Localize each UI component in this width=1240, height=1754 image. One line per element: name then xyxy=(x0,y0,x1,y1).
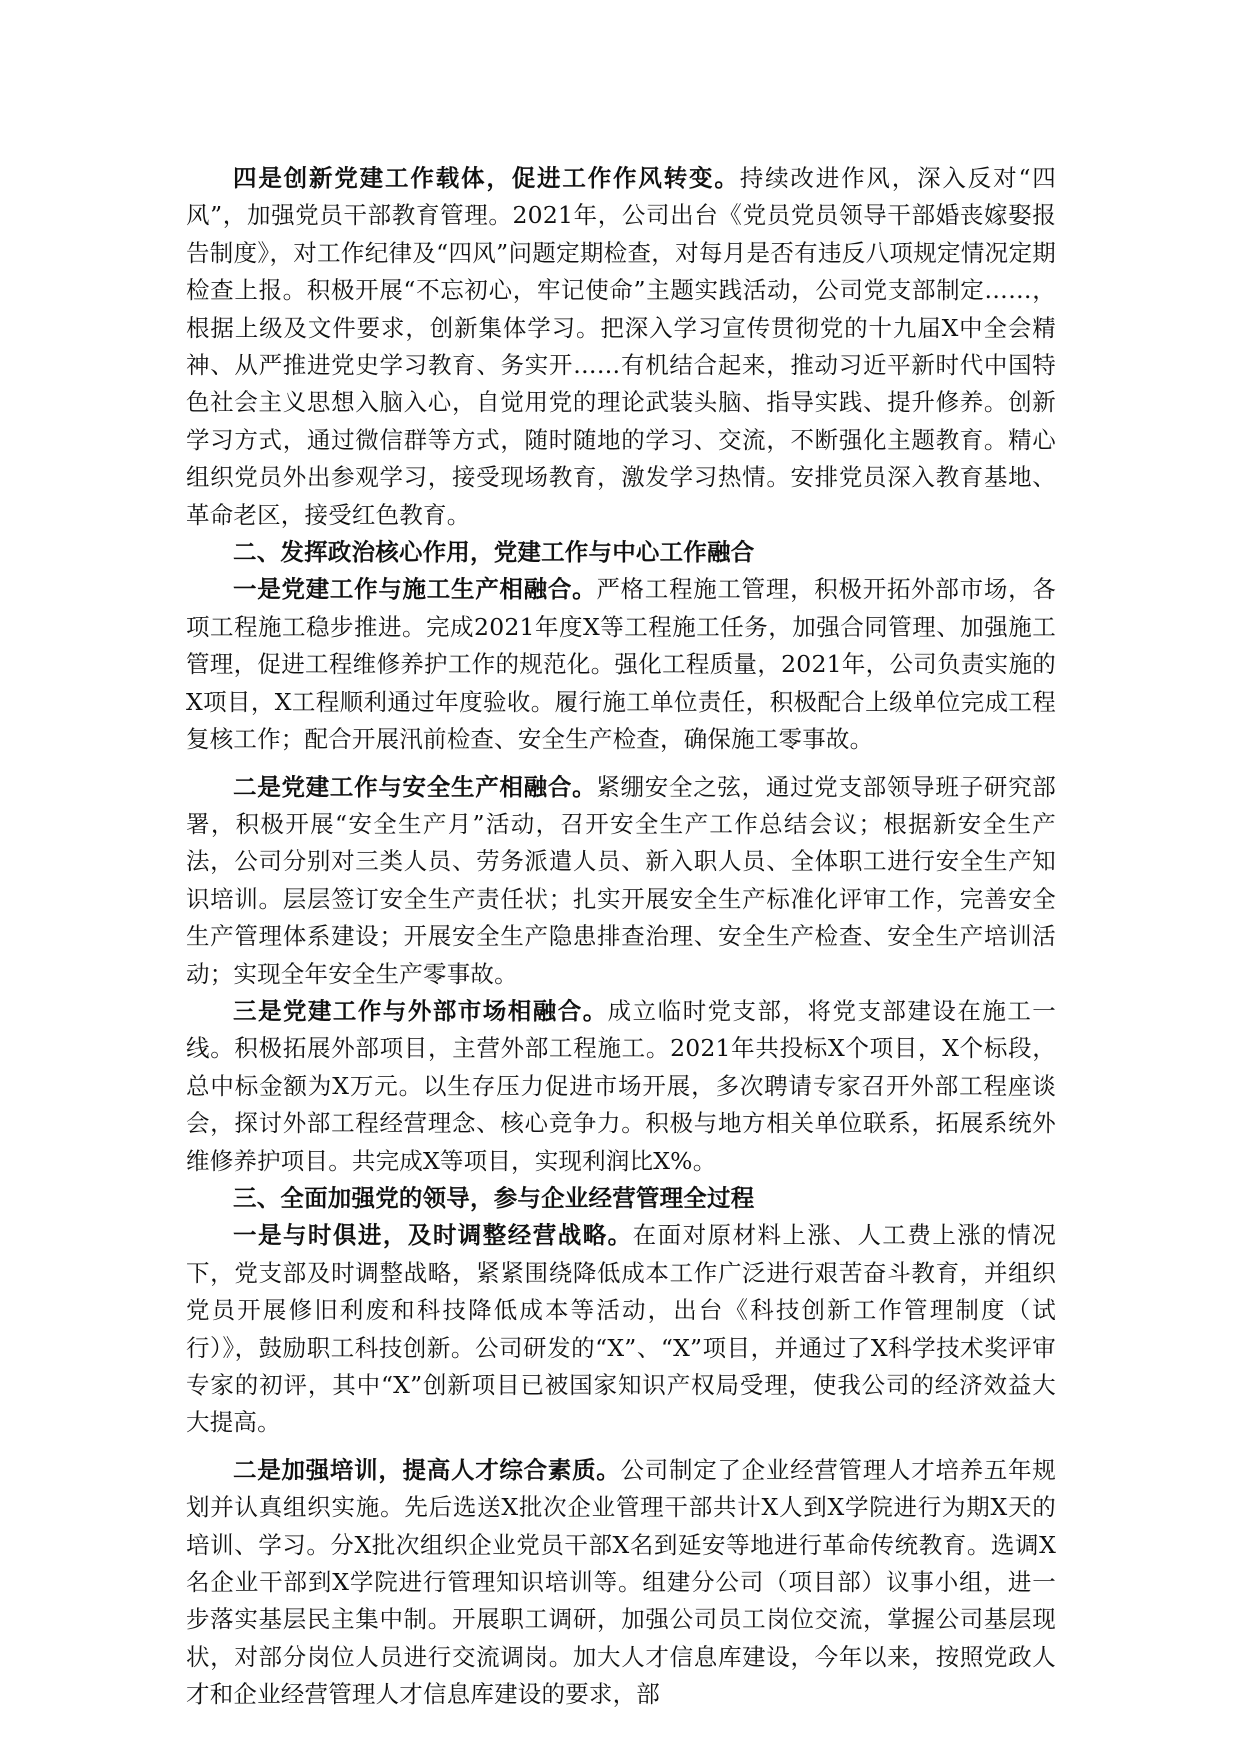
paragraph-lead: 一是党建工作与施工生产相融合。 xyxy=(233,575,597,604)
paragraph-safety xyxy=(186,769,1056,993)
paragraph-lead: 一是与时俱进，及时调整经营战略。 xyxy=(233,1221,633,1250)
paragraph-construction xyxy=(186,571,1056,758)
paragraph-body: 公司制定了企业经营管理人才培养五年规划并认真组织实施。先后选送X批次企业管理干部共计X人到X学院进行为期X天的培训、学习。分X批次组织企业党员干部X名到延安等地进行革命传统教育。选调X名企业干部到X学院进行管理知识培训等。组建分公司（项目部）议事小组，进一步落实基层民主集中制。开展职工调研，加强公司员工岗位交流，掌握公司基层现状，对部分岗位人员进行交流调岗。加大人才信息库建设，今年以来，按照党政人才和企业经营管理人才信息库建设的要求，部 xyxy=(186,1455,1057,1709)
paragraph-body: 紧绷安全之弦，通过党支部领导班子研究部署，积极开展“安全生产月”活动，召开安全生产工作总结会议；根据新安全生产法，公司分别对三类人员、劳务派遣人员、新入职人员、全体职工进行安全生产知识培训。层层签订安全生产责任状；扎实开展安全生产标准化评审工作，完善安全生产管理体系建设；开展安全生产隐患排查治理、安全生产检查、安全生产培训活动；实现全年安全生产零事故。 xyxy=(186,772,1056,988)
paragraph-body: 成立临时党支部，将党支部建设在施工一线。积极拓展外部项目，主营外部工程施工。2021年共投标X个项目，X个标段，总中标金额为X万元。以生存压力促进市场开展，多次聘请专家召开外部工程座谈会，探讨外部工程经营理念、核心竞争力。积极与地方相关单位联系，拓展系统外维修养护项目。共完成X等项目，实现利润比X%。 xyxy=(186,996,1056,1175)
paragraph-market xyxy=(186,993,1056,1180)
paragraph-lead: 四是创新党建工作载体，促进工作作风转变。 xyxy=(233,164,740,192)
paragraph-innovation xyxy=(186,160,1056,534)
document-page xyxy=(186,160,1056,1714)
paragraph-lead: 二是党建工作与安全生产相融合。 xyxy=(233,772,597,801)
section-heading-3: 三、全面加强党的领导，参与企业经营管理全过程 xyxy=(233,1183,755,1212)
section-heading-2: 二、发挥政治核心作用，党建工作与中心工作融合 xyxy=(233,538,755,567)
paragraph-body: 在面对原材料上涨、人工费上涨的情况下，党支部及时调整战略，紧紧围绕降低成本工作广泛进行艰苦奋斗教育，并组织党员开展修旧利废和科技降低成本等活动，出台《科技创新工作管理制度（试行）》，鼓励职工科技创新。公司研发的“X”、“X”项目，并通过了X科学技术奖评审专家的初评，其中“X”创新项目已被国家知识产权局受理，使我公司的经济效益大大提高。 xyxy=(186,1221,1057,1437)
paragraph-lead: 三是党建工作与外部市场相融合。 xyxy=(233,996,608,1025)
paragraph-body: 持续改进作风，深入反对“四风”，加强党员干部教育管理。2021年，公司出台《党员党员领导干部婚丧嫁娶报告制度》，对工作纪律及“四风”问题定期检查，对每月是否有违反八项规定情况定期检查上报。积极开展“不忘初心，牢记使命”主题实践活动，公司党支部制定……，根据上级及文件要求，创新集体学习。把深入学习宣传贯彻党的十九届X中全会精神、从严推进党史学习教育、务实开……有机结合起来，推动习近平新时代中国特色社会主义思想入脑入心，自觉用党的理论武装头脑、指导实践、提升修养。创新学习方式，通过微信群等方式，随时随地的学习、交流，不断强化主题教育。精心组织党员外出参观学习，接受现场教育，激发学习热情。安排党员深入教育基地、革命老区，接受红色教育。 xyxy=(186,164,1056,529)
paragraph-strategy xyxy=(186,1217,1056,1441)
paragraph-lead: 二是加强培训，提高人才综合素质。 xyxy=(233,1455,621,1484)
paragraph-body: 严格工程施工管理，积极开拓外部市场，各项工程施工稳步推进。完成2021年度X等工程施工任务，加强合同管理、加强施工管理，促进工程维修养护工作的规范化。强化工程质量，2021年，公司负责实施的X项目，X工程顺利通过年度验收。履行施工单位责任，积极配合上级单位完成工程复核工作；配合开展汛前检查、安全生产检查，确保施工零事故。 xyxy=(186,575,1056,754)
paragraph-training xyxy=(186,1452,1056,1714)
